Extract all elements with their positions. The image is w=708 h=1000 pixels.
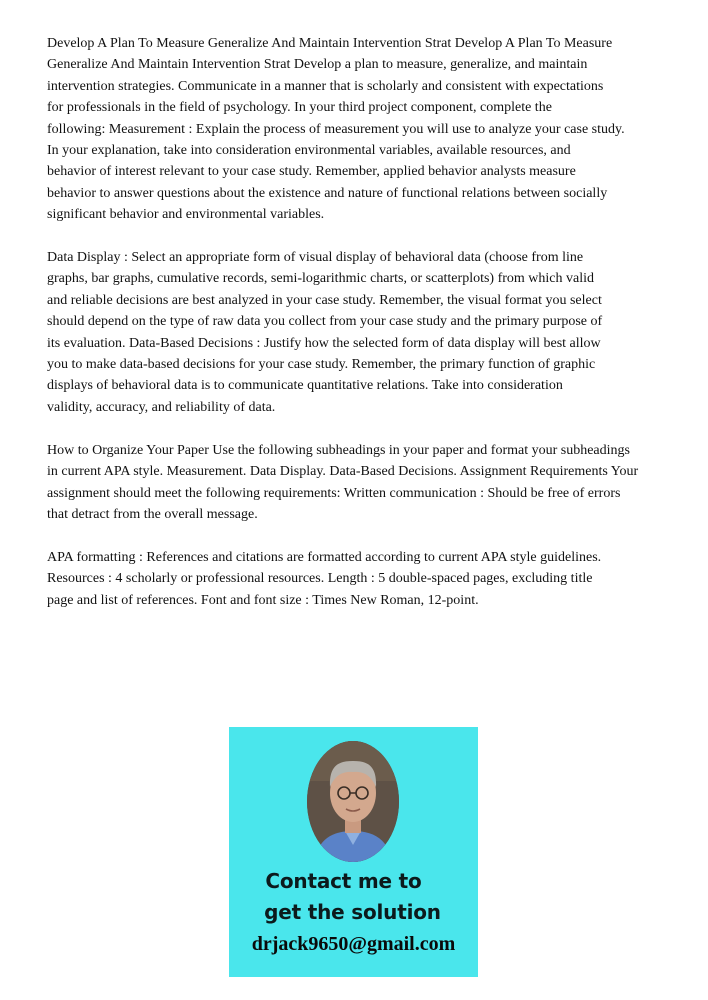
paragraph-apa-formatting: APA formatting : References and citations are formatted according to current APA style guidelines. Resources : 4 scholarly or professional resources. Length : 5 double-spaced pages, excluding title page and list of references. Font and font size : Times New Roman, 12-point. [47, 549, 602, 608]
document-body [47, 33, 672, 632]
contact-line-2: get the solution [264, 900, 441, 924]
paragraph-data-display: Data Display : Select an appropriate form of visual display of behavioral data (choose from line graphs, bar graphs, cumulative records, semi-logarithmic charts, or scatterplots) from which valid and reliable decisions are best analyzed in your case study. Remember, the visual format you select should depend on the type of raw data you collect from your case study and the primary purpose of its evaluation. Data-Based Decisions : Justify how the selected form of data display will best allow you to make data-based decisions for your case study. Remember, the primary function of graphic displays of behavioral data is to communicate quantitative relations. Take into consideration validity, accuracy, and reliability of data. [47, 250, 603, 415]
contact-line-1: Contact me to [265, 869, 422, 893]
paragraph-measurement: Develop A Plan To Measure Generalize And Maintain Intervention Strat Develop A Plan To Measure Generalize And Maintain Intervention Strat Develop a plan to measure, generalize, and maintain intervention strategies. Communicate in a manner that is scholarly and consistent with expectations for professionals in the field of psychology. In your third project component, complete the following: Measurement : Explain the process of measurement you will use to analyze your case study. In your explanation, take into consideration environmental variables, available resources, and behavior of interest relevant to your case study. Remember, applied behavior analysts measure behavior to answer questions about the existence and nature of functional relations between socially significant behavior and environmental variables. [47, 36, 625, 223]
contact-advertisement[interactable] [229, 727, 478, 977]
contact-email[interactable]: drjack9650@gmail.com [251, 933, 456, 955]
paragraph-organize-paper: How to Organize Your Paper Use the following subheadings in your paper and format your subheadings in current APA style. Measurement. Data Display. Data-Based Decisions. Assignment Requirements Your assignment should meet the following requirements: Written communication : Should be free of errors that detract from the overall message. [47, 442, 639, 522]
portrait-photo [307, 741, 399, 862]
